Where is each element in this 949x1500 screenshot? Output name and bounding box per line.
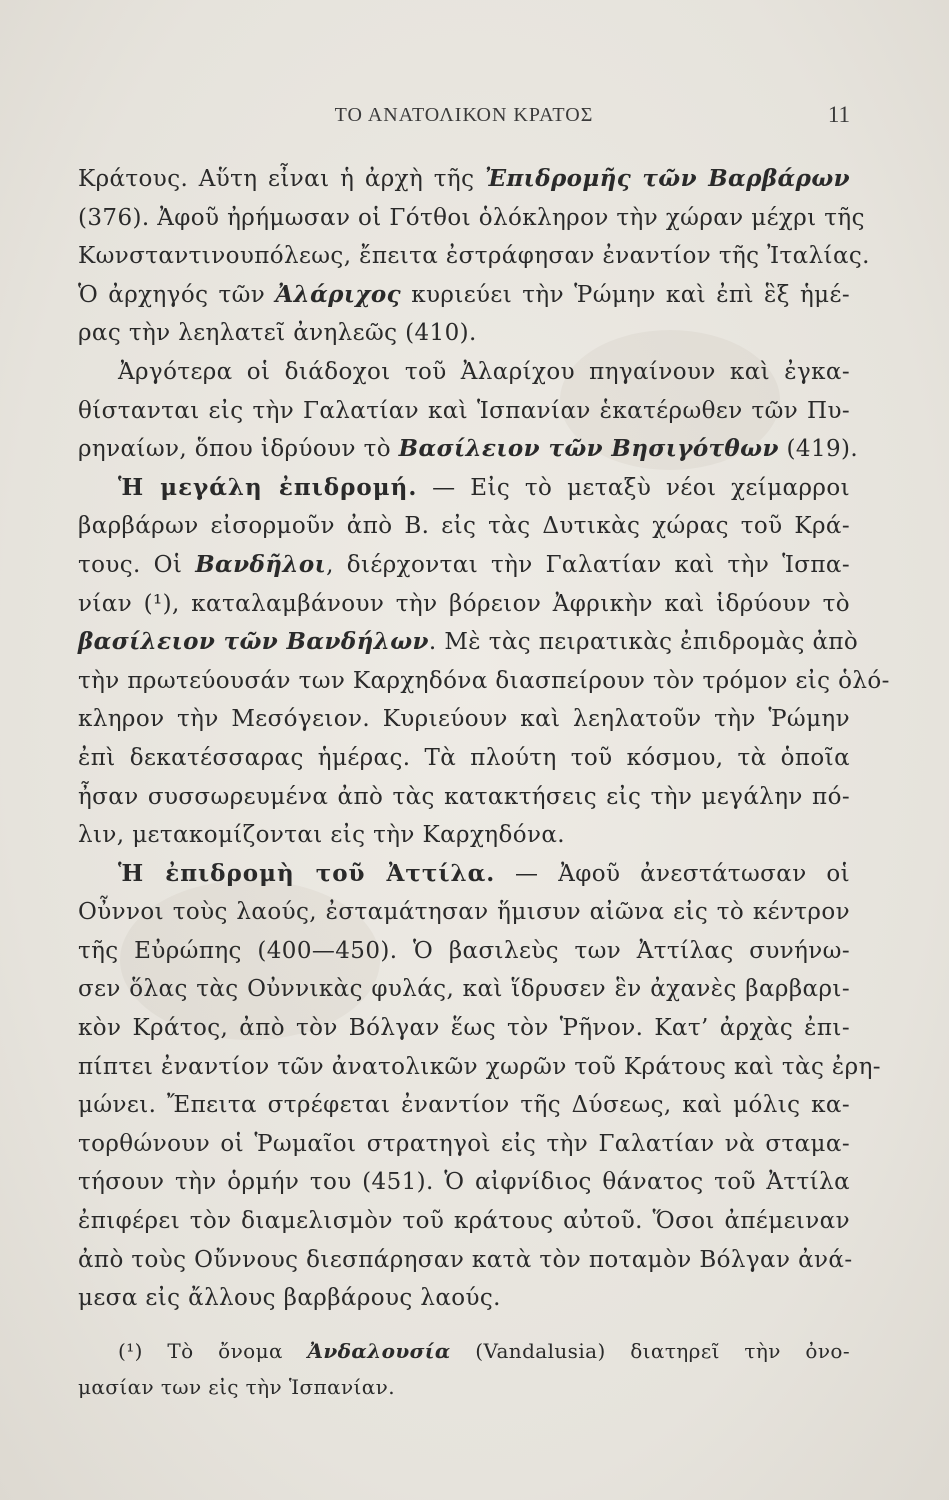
text-line xyxy=(78,199,865,238)
text-line xyxy=(78,353,850,392)
text-run: (Vandalusia) διατηρεῖ τὴν ὀνο- xyxy=(450,1339,850,1363)
section-heading: Ἡ μεγάλη ἐπιδρομή. xyxy=(118,473,418,501)
text-line xyxy=(78,1125,850,1164)
emphasized-term: Ἀλάριχος xyxy=(275,280,402,308)
text-run: βαρβάρων εἰσορμοῦν ἀπὸ Β. εἰς τὰς Δυτικὰς χώρας τοῦ Κρά- xyxy=(78,513,850,540)
footnote-line xyxy=(78,1369,850,1405)
text-line xyxy=(78,430,859,469)
text-run: πίπτει ἐναντίον τῶν ἀνατολικῶν χωρῶν τοῦ Κράτους καὶ τὰς ἐρη- xyxy=(78,1053,881,1080)
text-run: Κωνσταντινουπόλεως, ἔπειτα ἐστράφησαν ἐναντίον τῆς Ἰταλίας. xyxy=(78,243,870,270)
text-line xyxy=(78,662,890,701)
text-line xyxy=(78,778,850,817)
text-run: σεν ὅλας τὰς Οὐννικὰς φυλάς, καὶ ἵδρυσεν ἓν ἀχανὲς βαρβαρι- xyxy=(78,976,850,1003)
text-line xyxy=(78,507,850,546)
text-run: Ἀργότερα οἱ διάδοχοι τοῦ Ἀλαρίχου πηγαίνουν καὶ ἐγκα- xyxy=(118,358,850,385)
text-run: μεσα εἰς ἄλλους βαρβάρους λαούς. xyxy=(78,1285,501,1312)
text-run: — Εἰς τὸ μεταξὺ νέοι χείμαρροι xyxy=(417,474,850,501)
text-run: τῆς Εὐρώπης (400—450). Ὁ βασιλεὺς των Ἀττίλας συνήνω- xyxy=(78,937,850,964)
text-line xyxy=(78,970,850,1009)
footnotes xyxy=(78,1333,850,1405)
text-run: τορθώνουν οἱ Ῥωμαῖοι στρατηγοὶ εἰς τὴν Γαλατίαν νὰ σταμα- xyxy=(78,1130,850,1157)
text-run: ἐπιφέρει τὸν διαμελισμὸν τοῦ κράτους αὐτοῦ. Ὅσοι ἀπέμειναν xyxy=(78,1208,850,1235)
text-line xyxy=(78,855,850,894)
text-line xyxy=(78,739,850,778)
text-run: κληρον τὴν Μεσόγειον. Κυριεύουν καὶ λεηλατοῦν τὴν Ῥώμην xyxy=(78,706,850,733)
text-run: τους. Οἱ xyxy=(78,551,196,578)
text-run: , διέρχονται τὴν Γαλατίαν καὶ τὴν Ἱσπα- xyxy=(326,551,850,578)
text-run: (¹) Τὸ ὄνομα xyxy=(118,1339,308,1363)
text-run: ἐπὶ δεκατέσσαρας ἡμέρας. Τὰ πλούτη τοῦ κόσμου, τὰ ὁποῖα xyxy=(78,744,850,771)
text-line xyxy=(78,1048,881,1087)
text-line xyxy=(78,1086,850,1125)
text-run: μώνει. Ἔπειτα στρέφεται ἐναντίον τῆς Δύσεως, καὶ μόλις κα- xyxy=(78,1092,850,1119)
text-line xyxy=(78,585,850,624)
text-line xyxy=(78,893,850,932)
text-line xyxy=(78,1202,850,1241)
section-heading: Ἡ ἐπιδρομὴ τοῦ Ἀττίλα. xyxy=(118,859,496,887)
text-line xyxy=(78,276,850,315)
emphasized-term: Ἀνδαλουσία xyxy=(307,1339,451,1363)
text-run: Ὁ ἀρχηγός τῶν xyxy=(78,281,276,308)
main-text xyxy=(78,160,890,1318)
emphasized-term: Βασίλειον τῶν Βησιγότθων xyxy=(398,435,779,463)
running-title: ΤΟ ΑΝΑΤΟΛΙΚΟΝ ΚΡΑΤΟΣ xyxy=(334,104,594,126)
text-run: ρας τὴν λεηλατεῖ ἀνηλεῶς (410). xyxy=(78,320,477,347)
text-run: — Ἀφοῦ ἀνεστάτωσαν οἱ xyxy=(495,860,850,887)
text-run: ἦσαν συσσωρευμένα ἀπὸ τὰς κατακτήσεις εἰς τὴν μεγάλην πό- xyxy=(78,783,850,810)
text-line xyxy=(78,623,859,662)
page-number: 11 xyxy=(827,102,850,127)
text-run: νίαν (¹), καταλαμβάνουν τὴν βόρειον Ἀφρικὴν καὶ ἱδρύουν τὸ xyxy=(78,590,850,617)
text-line xyxy=(78,160,850,199)
text-run: μασίαν των εἰς τὴν Ἱσπανίαν. xyxy=(78,1375,396,1399)
text-line xyxy=(78,392,850,431)
page-header xyxy=(78,100,850,136)
emphasized-term: βασίλειον τῶν Βανδήλων xyxy=(78,628,429,656)
emphasized-term: Βανδῆλοι xyxy=(195,550,327,578)
text-run: κὸν Κράτος, ἀπὸ τὸν Βόλγαν ἕως τὸν Ῥῆνον. Κατ’ ἀρχὰς ἐπι- xyxy=(78,1015,850,1042)
text-line xyxy=(78,237,870,276)
text-line xyxy=(78,469,850,508)
text-run: λιν, μετακομίζονται εἰς τὴν Καρχηδόνα. xyxy=(78,822,565,849)
text-line xyxy=(78,816,850,855)
text-run: τήσουν τὴν ὁρμήν του (451). Ὁ αἰφνίδιος θάνατος τοῦ Ἀττίλα xyxy=(78,1169,850,1196)
text-line xyxy=(78,932,850,971)
text-line xyxy=(78,546,850,585)
emphasized-term: Ἐπιδρομῆς τῶν Βαρβάρων xyxy=(484,165,850,192)
text-run: κυριεύει τὴν Ῥώμην καὶ ἐπὶ ἓξ ἡμέ- xyxy=(401,281,850,308)
text-run: ἀπὸ τοὺς Οὔννους διεσπάρησαν κατὰ τὸν ποταμὸν Βόλγαν ἀνά- xyxy=(78,1246,853,1273)
text-line xyxy=(78,1279,850,1318)
text-line xyxy=(78,700,850,739)
text-run: θίστανται εἰς τὴν Γαλατίαν καὶ Ἱσπανίαν ἑκατέρωθεν τῶν Πυ- xyxy=(78,397,850,424)
text-run: Οὖννοι τοὺς λαούς, ἐσταμάτησαν ἥμισυν αἰῶνα εἰς τὸ κέντρον xyxy=(78,899,850,926)
footnote-line xyxy=(78,1333,850,1369)
text-line xyxy=(78,314,850,353)
text-line xyxy=(78,1009,850,1048)
text-run: (419). xyxy=(778,436,859,463)
text-run: Κράτους. Αὕτη εἶναι ἡ ἀρχὴ τῆς xyxy=(78,166,485,192)
text-run: . Μὲ τὰς πειρατικὰς ἐπιδρομὰς ἀπὸ xyxy=(428,629,859,656)
text-run: ρηναίων, ὅπου ἱδρύουν τὸ xyxy=(78,436,399,463)
text-line xyxy=(78,1163,850,1202)
text-line xyxy=(78,1241,853,1280)
text-run: (376). Ἀφοῦ ἠρήμωσαν οἱ Γότθοι ὁλόκληρον τὴν χώραν μέχρι τῆς xyxy=(78,204,865,231)
text-run: τὴν πρωτεύουσάν των Καρχηδόνα διασπείρουν τὸν τρόμον εἰς ὁλό- xyxy=(78,667,890,694)
